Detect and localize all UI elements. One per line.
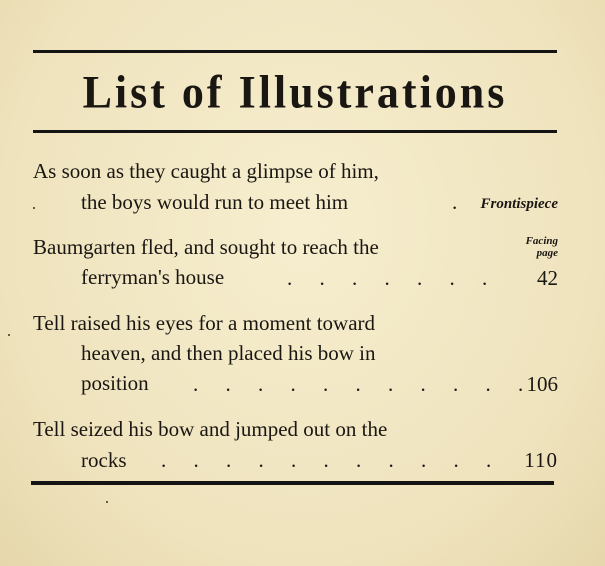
entry-1-line-2: the boys would run to meet him — [81, 190, 349, 214]
entry-2-line-2: ferryman's house — [81, 265, 225, 289]
entry-1-page: Frontispiece — [480, 196, 558, 212]
entry-2-page: 42 — [537, 266, 558, 290]
facing-label-line-1: Facing — [525, 235, 558, 247]
facing-label-line-2: page — [536, 247, 558, 259]
paper-speck — [8, 334, 10, 336]
entry-3-line-3: position — [81, 371, 149, 395]
entry-1-line-1: As soon as they caught a glimpse of him, — [33, 159, 379, 183]
entry-3-page: 106 — [526, 372, 558, 396]
paper-speck — [106, 501, 108, 503]
entry-2-leader: . . . . . . . — [287, 266, 499, 290]
entry-4-line-2: rocks — [81, 448, 127, 472]
top-rule — [33, 50, 557, 53]
entry-4-page: 110 — [524, 448, 558, 472]
entry-3-line-2: heaven, and then placed his bow in — [81, 341, 376, 365]
entry-4-line-1: Tell seized his bow and jumped out on the — [33, 417, 388, 441]
paper-speck — [33, 207, 35, 209]
entry-2-line-1: Baumgarten fled, and sought to reach the — [33, 235, 379, 259]
entry-3-line-1: Tell raised his eyes for a moment toward — [33, 311, 376, 335]
title-underline-rule — [33, 130, 557, 133]
entry-1-leader: . — [452, 190, 458, 214]
bottom-rule — [31, 481, 554, 485]
entry-3-leader: . . . . . . . . . . . — [193, 372, 535, 396]
page-title: List of Illustrations — [82, 66, 508, 119]
entry-4-leader: . . . . . . . . . . . — [161, 448, 503, 472]
facing-page-label — [526, 235, 558, 259]
